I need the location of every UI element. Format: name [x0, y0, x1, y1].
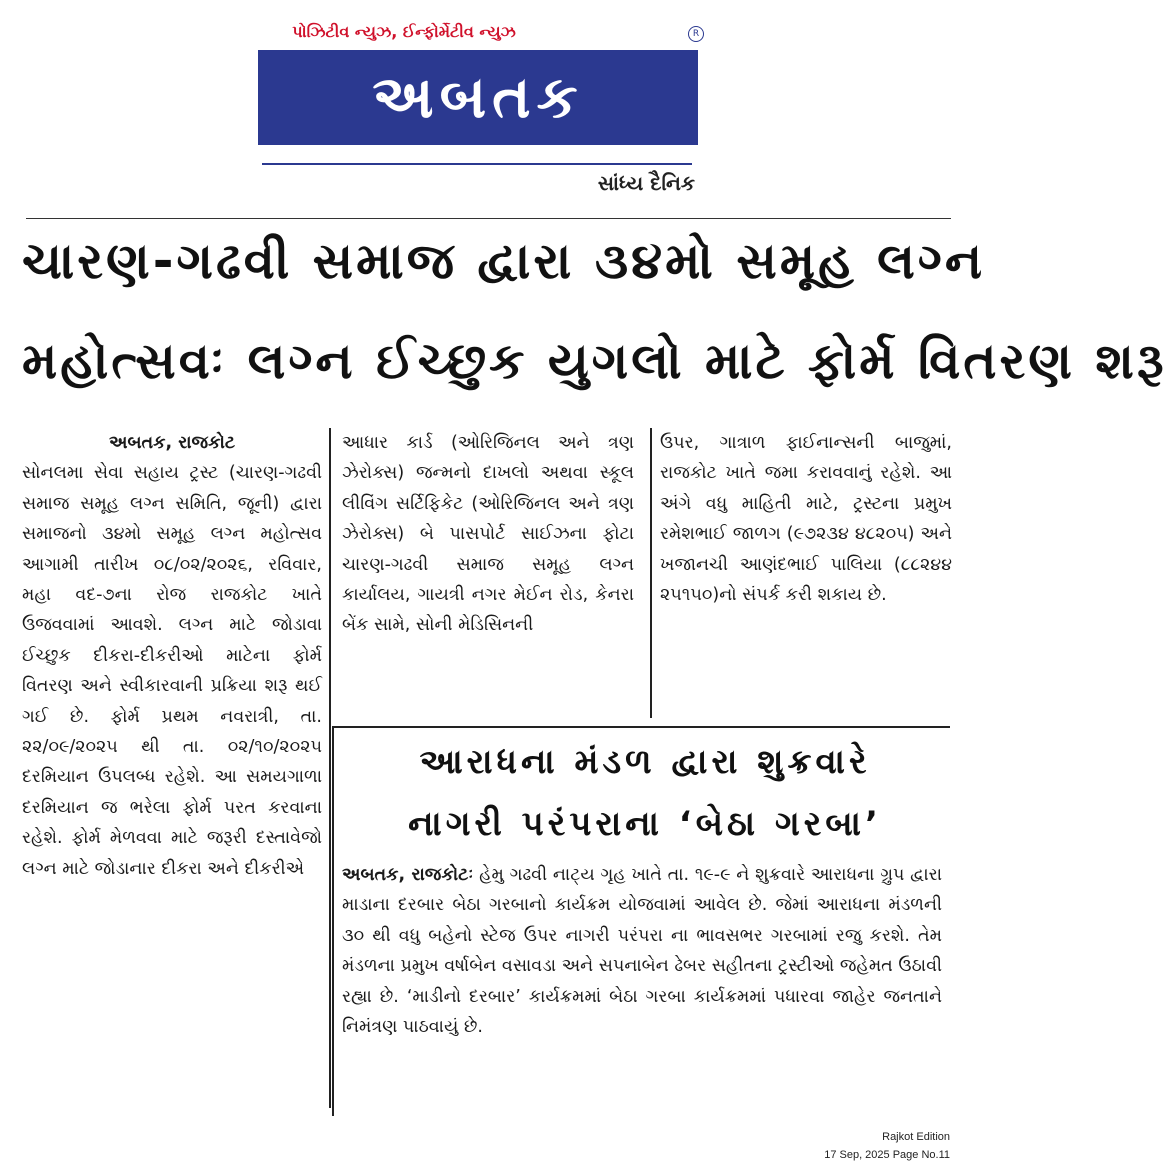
- article-column-2-text: આધાર કાર્ડ (ઓરિજિનલ અને ત્રણ ઝેરોક્સ) જન્મનો દાખલો અથવા સ્કૂલ લીવિંગ સર્ટિફિકેટ (ઓરિજિનલ અને ત્રણ ઝેરોક્સ) બે પાસપોર્ટ સાઈઝના ફોટા ચારણ-ગઢવી સમાજ સમૂહ લગ્ન કાર્યાલય, ગાયત્રી નગર મેઈન રોડ, કેનરા બેંક સામે, સોની મેડિસિનની: [342, 433, 634, 636]
- registered-mark-icon: R: [688, 26, 704, 42]
- sidebar-dateline: અબતક, રાજકોટઃ: [342, 865, 474, 885]
- edition-name: Rajkot Edition: [882, 1131, 950, 1143]
- article-column-3-text: ઉપર, ગાત્રાળ ફાઈનાન્સની બાજુમાં, રાજકોટ ખાતે જમા કરાવવાનું રહેશે. આ અંગે વધુ માહિતી માટે, ટ્રસ્ટના પ્રમુખ રમેશભાઈ જાળગ (૯૭૨૩૪ ૪૮૨૦૫) અને ખજાનચી આણંદભાઈ પાલિયા (૮૮૨૪૪ ૨૫૧૫૦)નો સંપર્ક કરી શકાય છે.: [660, 433, 952, 606]
- edition-date-page: 17 Sep, 2025 Page No.11: [824, 1149, 950, 1161]
- logo-text: અબતક: [372, 63, 584, 131]
- masthead: [0, 0, 960, 210]
- masthead-subtitle: સાંધ્ય દૈનિક: [597, 171, 695, 195]
- logo-underline: [262, 163, 692, 165]
- article-column-3: [660, 428, 952, 610]
- newspaper-logo: [258, 50, 698, 145]
- article-dateline: અબતક, રાજકોટ: [108, 433, 236, 453]
- article-column-1: [22, 428, 322, 884]
- column-divider-2: [650, 428, 652, 718]
- masthead-divider: [26, 218, 951, 219]
- article-column-1-text: સોનલમા સેવા સહાય ટ્રસ્ટ (ચારણ-ગઢવી સમાજ સમૂહ લગ્ન સમિતિ, જૂની) દ્વારા સમાજનો ૩૪મો સમૂહ લગ્ન મહોત્સવ આગામી તારીખ ૦૮/૦૨/૨૦૨૬, રવિવાર, મહા વદ-૭ના રોજ રાજકોટ ખાતે ઉજવવામાં આવશે. લગ્ન માટે જોડાવા ઈચ્છુક દીકરા-દીકરીઓ માટેના ફોર્મ વિતરણ અને સ્વીકારવાની પ્રક્રિયા શરૂ થઈ ગઈ છે. ફોર્મ પ્રથમ નવરાત્રી, તા. ૨૨/૦૯/૨૦૨૫ થી તા. ૦૨/૧૦/૨૦૨૫ દરમિયાન ઉપલબ્ધ રહેશે. આ સમયગાળા દરમિયાન જ ભરેલા ફોર્મ પરત કરવાના રહેશે. ફોર્મ મેળવવા માટે જરૂરી દસ્તાવેજો લગ્ન માટે જોડાનાર દીકરા અને દીકરીએ: [22, 463, 322, 879]
- sidebar-headline-line-2: નાગરી પરંપરાના ‘બેઠા ગરબા’: [408, 804, 882, 844]
- edition-footer: [824, 1128, 950, 1164]
- article-column-2: [342, 428, 634, 641]
- main-headline-line-1: ચારણ-ગઢવી સમાજ દ્વારા ૩૪મો સમૂહ લગ્ન: [22, 232, 986, 290]
- sidebar-story-body: [342, 860, 942, 1042]
- sidebar-headline-line-1: આરાધના મંડળ દ્વારા શુક્રવારે: [419, 742, 871, 782]
- sidebar-story-text: હેમુ ગઢવી નાટ્ય ગૃહ ખાતે તા. ૧૯-૯ ને શુક્રવારે આરાધના ગ્રુપ દ્વારા માડાના દરબાર બેઠા ગરબાનો કાર્યક્રમ યોજવામાં આવેલ છે. જેમાં આરાધના મંડળની ૩૦ થી વધુ બહેનો સ્ટેજ ઉપર નાગરી પરંપરા ના ભાવસભર ગરબામાં રજુ કરશે. તેમ મંડળના પ્રમુખ વર્ષાબેન વસાવડા અને સપનાબેન ઢેબર સહીતના ટ્રસ્ટીઓ જહેમત ઉઠાવી રહ્યા છે. ‘માડીનો દરબાર’ કાર્યક્રમમાં બેઠા ગરબા કાર્યક્રમમાં પધારવા જાહેર જનતાને નિમંત્રણ પાઠવાયું છે.: [342, 865, 942, 1038]
- column-divider-1: [329, 428, 331, 1108]
- sidebar-story-border: [332, 726, 334, 1116]
- masthead-tagline: પોઝિટીવ ન્યુઝ, ઈન્ફોર્મેટીવ ન્યુઝ: [292, 22, 516, 41]
- main-headline-line-2: મહોત્સવઃ લગ્ન ઈચ્છુક યુગલો માટે ફોર્મ વિતરણ શરૂ: [22, 332, 1167, 390]
